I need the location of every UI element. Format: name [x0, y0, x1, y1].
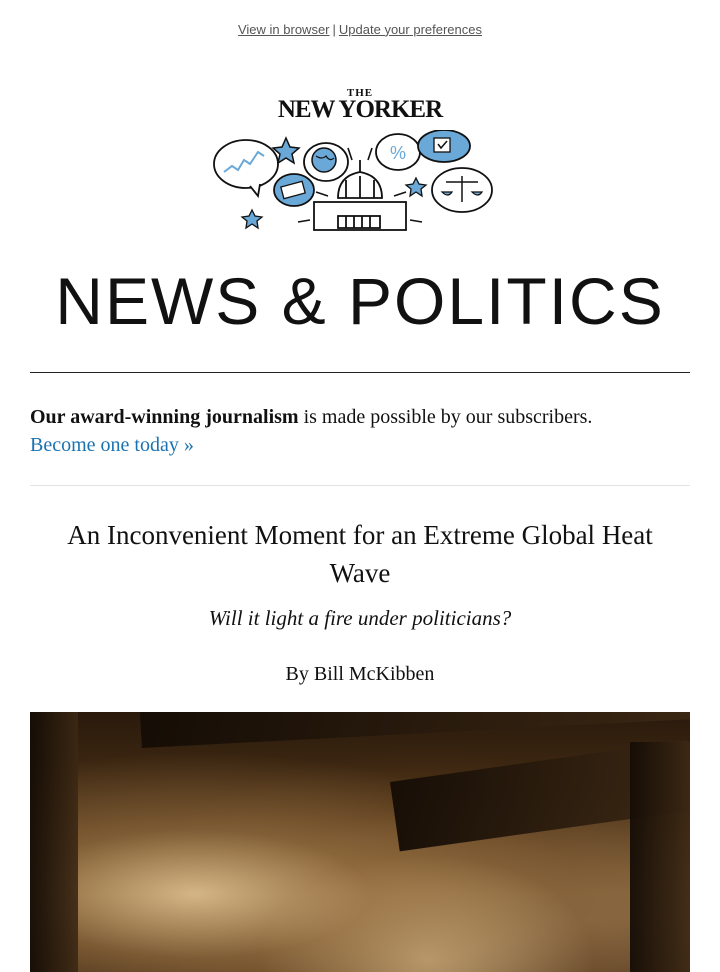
chart-speech-bubble-icon — [214, 140, 278, 196]
star-right-icon — [406, 178, 426, 196]
email-header-links — [0, 0, 720, 58]
divider — [30, 372, 690, 373]
ballot-speech-bubble-icon — [418, 130, 470, 162]
small-star-icon — [242, 210, 262, 228]
promo-bold-text: Our award-winning journalism — [30, 406, 299, 428]
news-politics-illustration — [210, 130, 510, 242]
view-in-browser-link[interactable]: View in browser — [237, 21, 330, 37]
svg-text:%: % — [390, 143, 407, 163]
hero-image-shadow-left — [30, 712, 78, 972]
percent-speech-bubble-icon — [376, 134, 420, 170]
section-title: NEWS & POLITICS — [55, 264, 665, 338]
logo-the: THE — [346, 87, 374, 99]
link-separator: | — [332, 21, 336, 37]
subscribe-link[interactable]: Become one today » — [30, 434, 194, 456]
update-preferences-link[interactable]: Update your preferences — [338, 21, 482, 37]
divider-light — [30, 485, 690, 486]
hero-image-shadow-right — [630, 742, 690, 972]
article-hero-image[interactable] — [30, 712, 690, 972]
globe-speech-bubble-icon — [304, 143, 348, 181]
article-teaser — [30, 516, 690, 686]
hero-image-roof — [140, 712, 690, 748]
money-speech-bubble-icon — [274, 174, 314, 206]
article-dek: Will it light a fire under politicians? — [208, 606, 512, 630]
scales-speech-bubble-icon — [432, 168, 492, 212]
logo-name: NEW YORKER — [277, 96, 443, 123]
subscription-promo — [30, 403, 690, 459]
new-yorker-logo[interactable] — [0, 88, 720, 122]
article-headline[interactable]: An Inconvenient Moment for an Extreme Global Heat Wave — [67, 520, 653, 588]
promo-text: is made possible by our subscribers. — [298, 406, 593, 428]
article-byline: By Bill McKibben — [285, 663, 435, 685]
